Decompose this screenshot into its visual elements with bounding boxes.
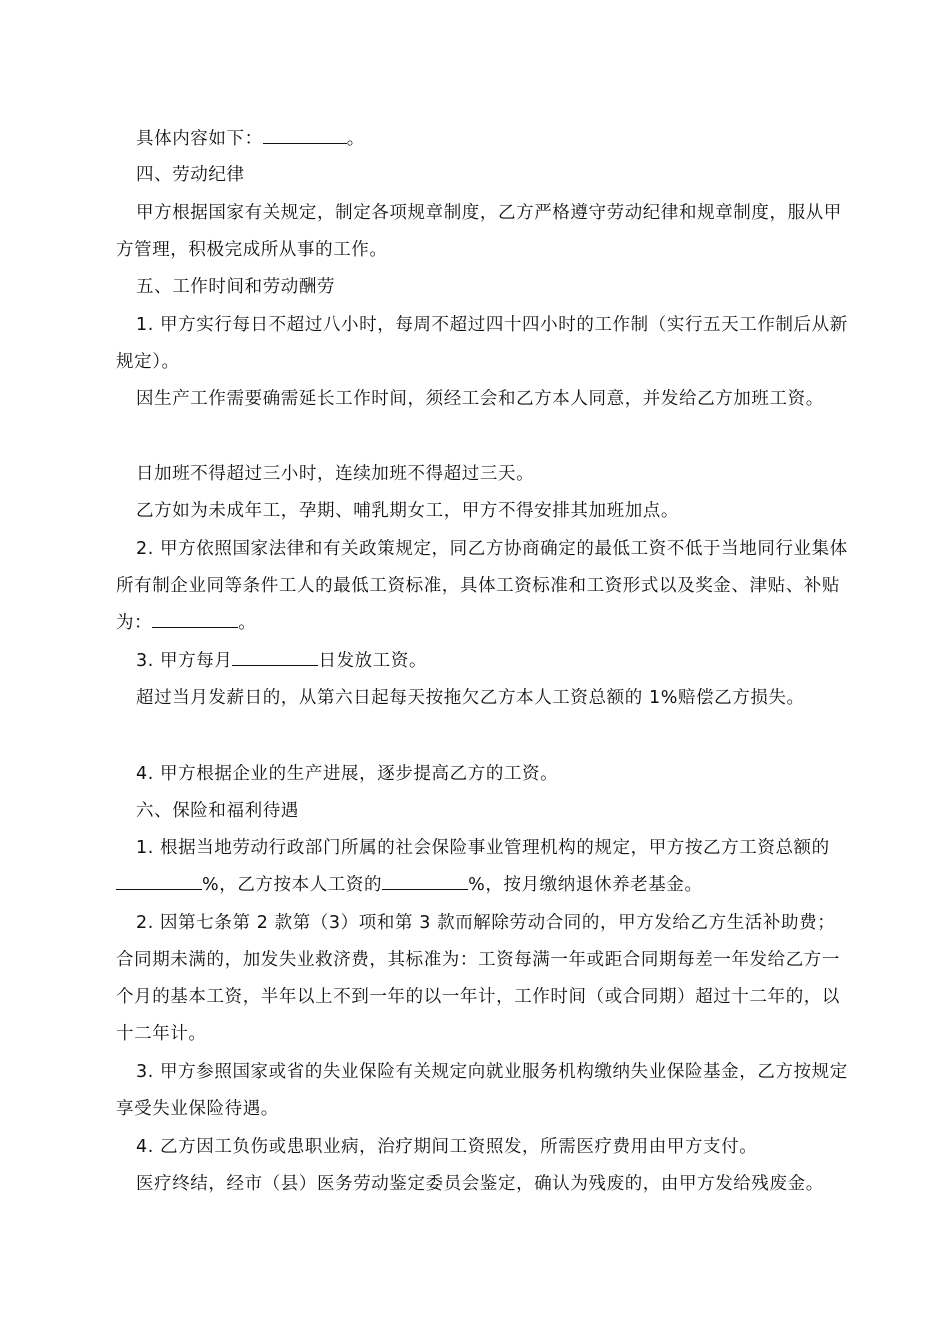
paragraph-text: 3. 甲方每月 bbox=[136, 651, 233, 671]
fill-blank bbox=[116, 871, 202, 890]
paragraph-text: %，按月缴纳退休养老基金。 bbox=[468, 875, 703, 895]
fill-blank bbox=[232, 647, 318, 666]
paragraph-overtime: 因生产工作需要确需延长工作时间，须经工会和乙方本人同意，并发给乙方加班工资。 bbox=[136, 389, 824, 409]
paragraph-minor-workers: 乙方如为未成年工，孕期、哺乳期女工，甲方不得安排其加班加点。 bbox=[136, 501, 679, 521]
section-heading-working-hours: 五、工作时间和劳动酬劳 bbox=[136, 277, 336, 297]
section-heading-insurance: 六、保险和福利待遇 bbox=[136, 801, 299, 821]
fill-blank bbox=[263, 125, 347, 144]
paragraph-text: 。 bbox=[238, 613, 257, 633]
paragraph-text: 。 bbox=[346, 129, 365, 149]
paragraph-working-hours: 1. 甲方实行每日不超过八小时，每周不超过四十四小时的工作制（实行五天工作制后从新规定）。 bbox=[116, 315, 848, 372]
paragraph-content-details bbox=[116, 121, 850, 158]
paragraph-wage-increase: 4. 甲方根据企业的生产进展，逐步提高乙方的工资。 bbox=[136, 764, 559, 784]
paragraph-text: 具体内容如下： bbox=[136, 129, 263, 149]
section-heading-labor-discipline: 四、劳动纪律 bbox=[136, 165, 245, 185]
paragraph-work-injury: 4. 乙方因工负伤或患职业病，治疗期间工资照发，所需医疗费用由甲方支付。 bbox=[136, 1137, 758, 1157]
paragraph-text: 2. 甲方依照国家法律和有关政策规定，同乙方协商确定的最低工资不低于当地同行业集体所有制企业同等条件工人的最低工资标准，具体工资标准和工资形式以及奖金、津贴、补贴为： bbox=[116, 539, 848, 633]
paragraph-pension bbox=[116, 830, 850, 904]
paragraph-text: 日发放工资。 bbox=[318, 651, 428, 671]
paragraph-disability: 医疗终结，经市（县）医务劳动鉴定委员会鉴定，确认为残废的，由甲方发给残废金。 bbox=[136, 1174, 824, 1194]
paragraph-text: %，乙方按本人工资的 bbox=[202, 875, 383, 895]
paragraph-living-allowance: 2. 因第七条第 2 款第（3）项和第 3 款而解除劳动合同的，甲方发给乙方生活补助费；合同期未满的，加发失业救济费，其标准为：工资每满一年或距合同期每差一年发给乙方一个月的基本工资，半年以上不到一年的以一年计，工作时间（或合同期）超过十二年的，以十二年计。 bbox=[116, 913, 840, 1044]
paragraph-labor-discipline: 甲方根据国家有关规定，制定各项规章制度，乙方严格遵守劳动纪律和规章制度，服从甲方管理，积极完成所从事的工作。 bbox=[116, 203, 842, 260]
paragraph-overtime-limit: 日加班不得超过三小时，连续加班不得超过三天。 bbox=[136, 464, 535, 484]
paragraph-late-pay-penalty: 超过当月发薪日的，从第六日起每天按拖欠乙方本人工资总额的 1%赔偿乙方损失。 bbox=[136, 688, 805, 708]
paragraph-minimum-wage bbox=[116, 531, 850, 642]
fill-blank bbox=[152, 609, 238, 628]
paragraph-pay-day bbox=[116, 643, 850, 680]
paragraph-text: 1. 根据当地劳动行政部门所属的社会保险事业管理机构的规定，甲方按乙方工资总额的 bbox=[136, 838, 830, 858]
paragraph-unemployment-insurance: 3. 甲方参照国家或省的失业保险有关规定向就业服务机构缴纳失业保险基金，乙方按规定享受失业保险待遇。 bbox=[116, 1062, 848, 1119]
fill-blank bbox=[382, 871, 468, 890]
